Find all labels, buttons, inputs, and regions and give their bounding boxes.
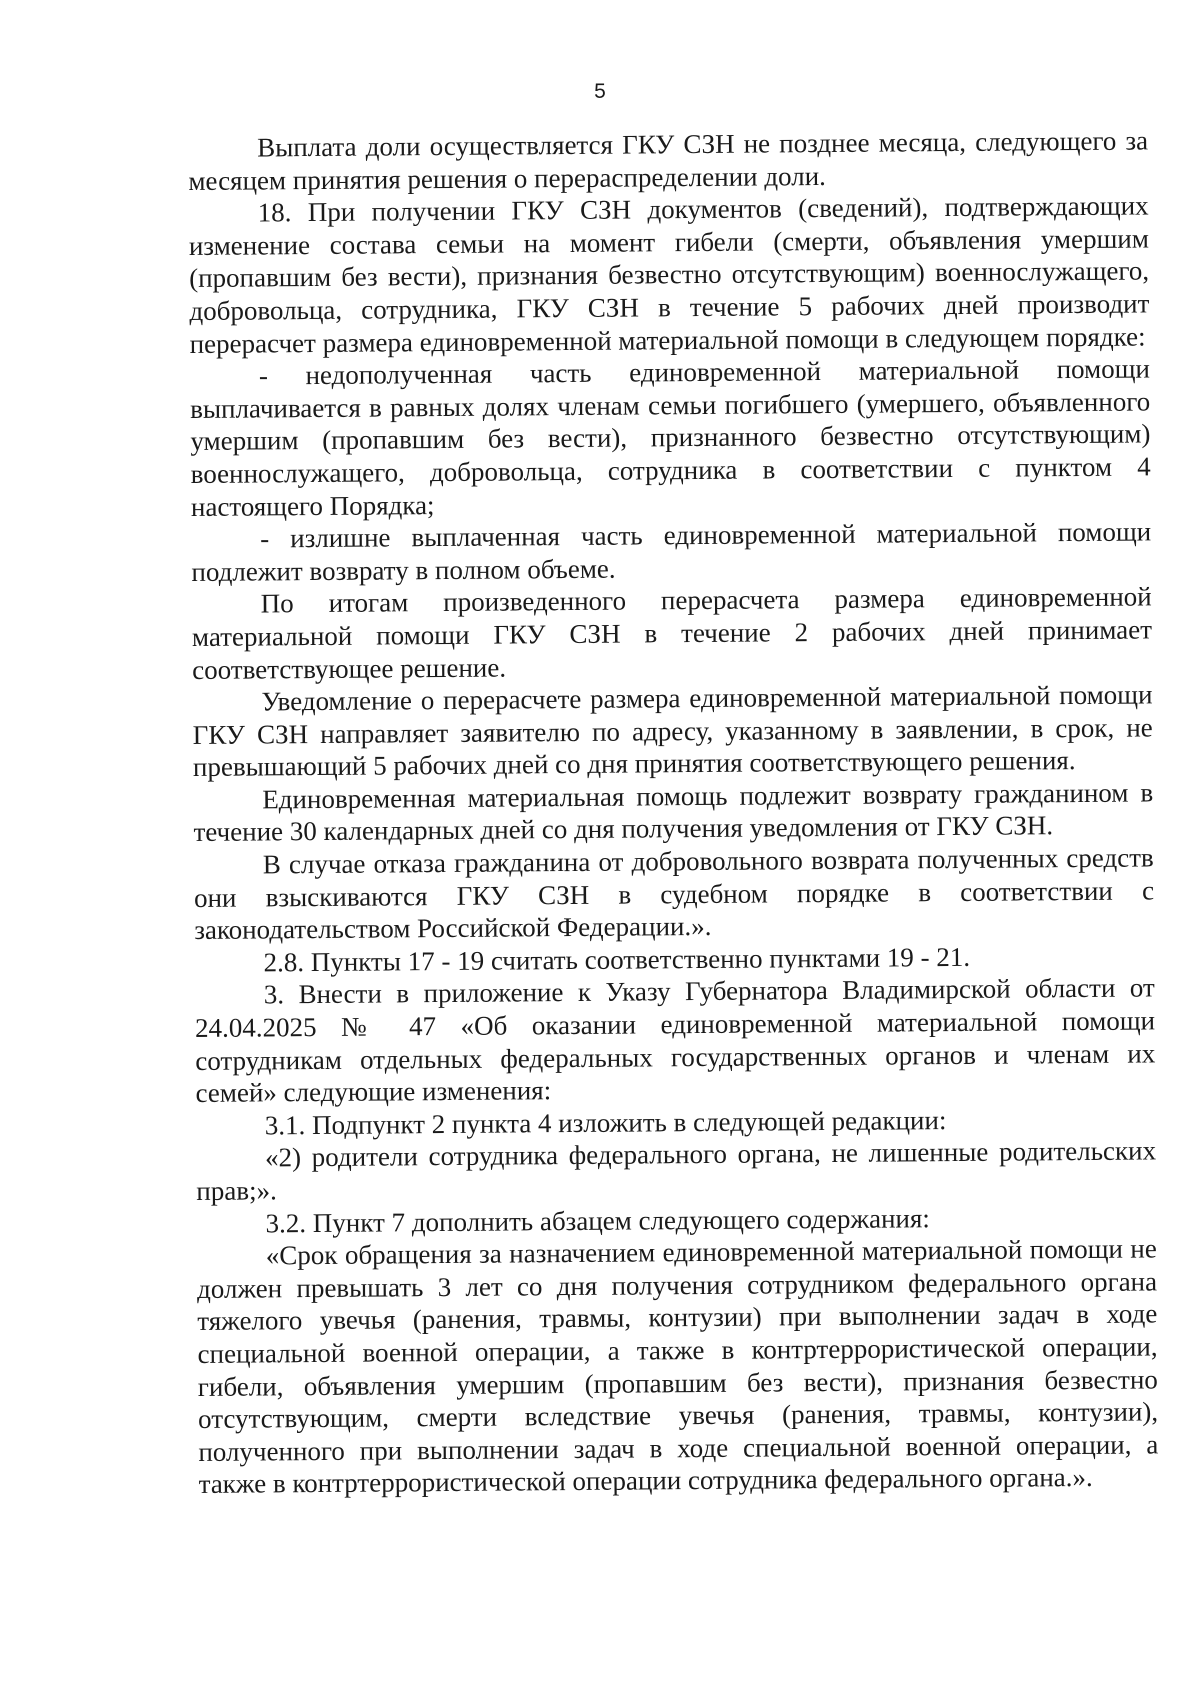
paragraph-refusal: В случае отказа гражданина от добровольного возврата полученных средств они взыскиваются ГКУ СЗН в судебном порядке в соответствии с законодательством Российской Федерации.». <box>193 842 1155 946</box>
list-item-underpaid: - недополученная часть единовременной материальной помощи выплачивается в равных долях членам семьи погибшего (умершего, объявленного умершим (пропавшим без вести), признанного безвестно отсутствующим) военнослужащего, добровольца, сотрудника в соответствии с пунктом 4 настоящего Порядка; <box>190 353 1151 522</box>
paragraph-recalculation-decision: По итогам произведенного перерасчета размера единовременной материальной помощи ГКУ СЗН в течение 2 рабочих дней принимает соответствующее решение. <box>191 581 1153 685</box>
paragraph-18-recalculation: 18. При получении ГКУ СЗН документов (сведений), подтверждающих изменение состава семьи на момент гибели (смерти, объявления умершим (пропавшим без вести), признания безвестно отсутствующим) военнослужащего, добровольца, сотрудника, ГКУ СЗН в течение 5 рабочих дней производит перерасчет размера единовременной материальной помощи в следующем порядке: <box>188 190 1150 359</box>
paragraph-3-1: 3.1. Подпункт 2 пункта 4 изложить в следующей редакции: <box>264 1104 947 1141</box>
paragraph-payment-share: Выплата доли осуществляется ГКУ СЗН не позднее месяца, следующего за месяцем принятия решения о перераспределении доли. <box>188 125 1149 196</box>
paragraph-3-2: 3.2. Пункт 7 дополнить абзацем следующего содержания: <box>265 1202 930 1239</box>
paragraph-3: 3. Внести в приложение к Указу Губернатора Владимирской области от 24.04.2025 № 47 «Об оказании единовременной материальной помощи сотрудникам отдельных федеральных государственных органов и членам их семей» следующие изменения: <box>194 972 1156 1109</box>
paragraph-return-term: Единовременная материальная помощь подлежит возврату гражданином в течение 30 календарных дней со дня получения уведомления от ГКУ СЗН. <box>193 777 1154 848</box>
page-number: 5 <box>594 80 606 103</box>
list-item-overpaid: - излишне выплаченная часть единовременной материальной помощи подлежит возврату в полном объеме. <box>191 516 1152 587</box>
paragraph-3-2-text: «Срок обращения за назначением единовременной материальной помощи не должен превышать 3 лет со дня получения сотрудником федерального органа тяжелого увечья (ранения, травмы, контузии) при выполнении задач в ходе специальной военной операции, а также в контртеррористической операции, гибели, объявления умершим (пропавшим без вести), признания безвестно отсутствующим, смерти вследствие увечья (ранения, травмы, контузии), полученного при выполнении задач в ходе специальной военной операции, а также в контртеррористической операции сотрудника федерального органа.». <box>196 1233 1159 1500</box>
paragraph-3-1-text: «2) родители сотрудника федерального органа, не лишенные родительских прав;». <box>196 1135 1157 1206</box>
paragraph-2-8: 2.8. Пункты 17 - 19 считать соответственно пунктами 19 - 21. <box>263 941 971 978</box>
document-body <box>188 124 1159 1500</box>
paragraph-notification: Уведомление о перерасчете размера единовременной материальной помощи ГКУ СЗН направляет заявителю по адресу, указанному в заявлении, в срок, не превышающий 5 рабочих дней со дня принятия соответствующего решения. <box>192 679 1153 783</box>
